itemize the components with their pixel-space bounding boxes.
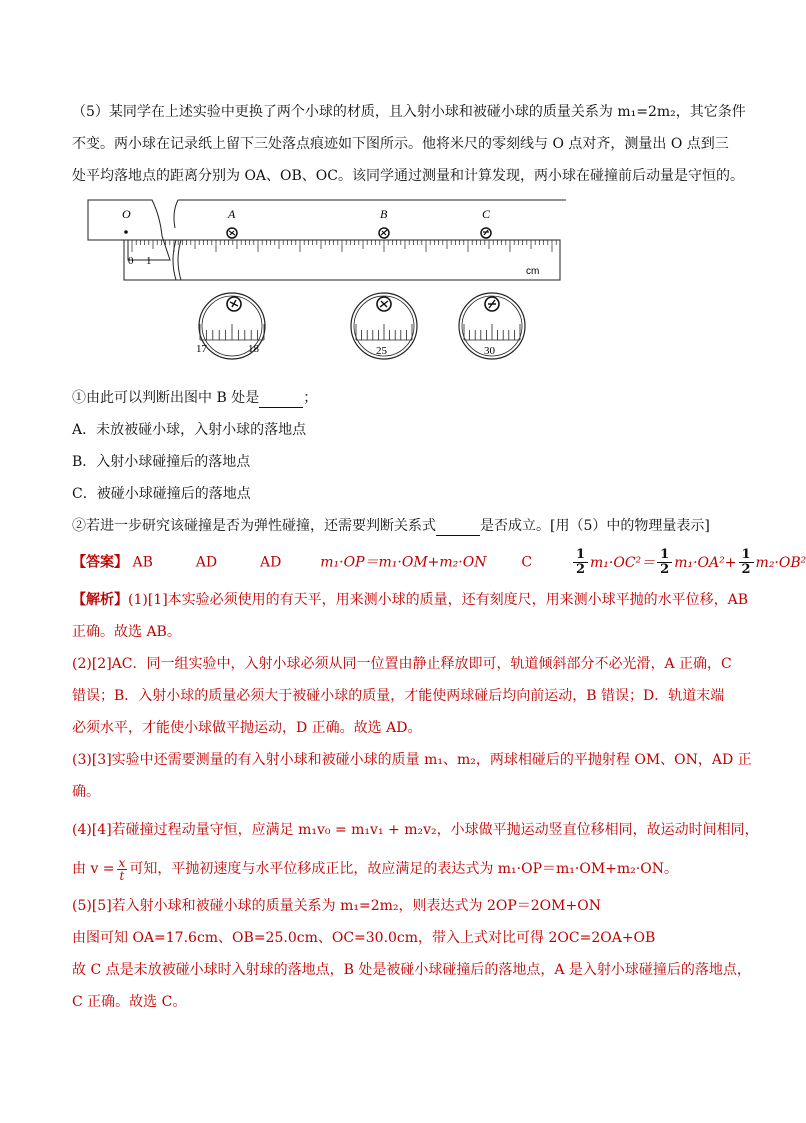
analysis-p4b-pre: 由 v =	[72, 861, 115, 877]
sub1-prompt-end: ；	[303, 390, 318, 406]
label-o: O	[122, 207, 131, 221]
sub1-blank[interactable]	[259, 393, 303, 408]
magnifier-1	[196, 293, 265, 359]
analysis-p2b: 错误；B．入射小球的质量必须大于被碰小球的质量，才能使两球碰后均向前运动，B 错误；D．轨道末端	[72, 688, 725, 704]
mag1-left-label: 17	[196, 343, 207, 355]
analysis-p5a: (5)[5]若入射小球和被碰小球的质量关系为 m₁=2m₂，则表达式为 2OP＝2OM+ON	[72, 898, 601, 914]
sub2-blank[interactable]	[436, 521, 480, 536]
analysis-p3a: (3)[3]实验中还需要测量的有入射小球和被碰小球的质量 m₁、m₂，两球相碰后的平抛射程 OM、ON，AD 正	[72, 752, 752, 768]
analysis-p1a	[72, 590, 749, 610]
answer-1: AB	[132, 554, 153, 571]
q5-line-1: （5）某同学在上述实验中更换了两个小球的材质，且入射小球和被碰小球的质量关系为 m₁=2m₂，其它条件	[72, 104, 746, 120]
mag2-label: 25	[376, 345, 387, 357]
analysis-p4b	[72, 856, 728, 882]
ruler-ticks	[132, 240, 556, 252]
sub2-prompt-end: 是否成立。[用（5）中的物理量表示]	[480, 518, 710, 534]
answer-3: AD	[260, 554, 282, 571]
analysis-p5d: C 正确。故选 C。	[72, 994, 187, 1010]
sub2-prompt-text: ②若进一步研究该碰撞是否为弹性碰撞，还需要判断关系式	[72, 518, 436, 534]
answer-6-frac-1: $\frac{1}{2}$	[573, 548, 588, 577]
analysis-p2c: 必须水平，才能使小球做平抛运动，D 正确。故选 AD。	[72, 720, 422, 736]
magnifier-ticks	[464, 324, 520, 340]
analysis-p1b: 正确。故选 AB。	[72, 624, 181, 640]
analysis-p4b-post: 可知，平抛初速度与水平位移成正比，故应满足的表达式为 m₁·OP＝m₁·OM+m₂·ON。	[129, 861, 678, 877]
answer-4: m₁·OP＝m₁·OM+m₂·ON	[320, 554, 487, 571]
magnifier-ticks	[200, 324, 264, 340]
answer-tag: 【答案】	[72, 554, 128, 571]
answer-5: C	[521, 554, 533, 571]
magnifier-2	[351, 293, 417, 359]
sub1-prompt-text: ①由此可以判断出图中 B 处是	[72, 390, 260, 406]
ruler-figure	[80, 196, 580, 366]
answer-6	[571, 547, 806, 577]
mark-c-scribble	[483, 230, 489, 235]
unit-label: cm	[526, 266, 540, 277]
point-o	[124, 230, 128, 234]
velocity-fraction: $\frac{x}{t}$	[118, 855, 126, 883]
sub1-prompt	[72, 388, 728, 408]
analysis-tag: 【解析】	[72, 592, 128, 608]
label-b: B	[380, 207, 388, 221]
answer-line	[72, 547, 806, 577]
analysis-p2a: (2)[2]AC．同一组实验中，入射小球必须从同一位置由静止释放即可，轨道倾斜部分不必光滑，A 正确，C	[72, 656, 732, 672]
tick-label-0: 0	[128, 255, 134, 267]
analysis-p5c: 故 C 点是未放被碰小球时入射球的落地点，B 处是被碰小球碰撞后的落地点，A 是入射小球碰撞后的落地点，	[72, 962, 751, 978]
answer-6-frac-2: $\frac{1}{2}$	[657, 548, 672, 577]
sub1-option-c: C．被碰小球碰撞后的落地点	[72, 486, 251, 502]
mag3-label: 30	[484, 345, 495, 357]
label-c: C	[482, 207, 491, 221]
analysis-p1a-text: (1)[1]本实验必须使用的有天平，用来测小球的质量，还有刻度尺，用来测小球平抛的水平位移，AB	[128, 592, 749, 608]
mark-a-scribble	[229, 231, 235, 235]
answer-6-frac-3: $\frac{1}{2}$	[739, 548, 754, 577]
answer-6-term-1: m₁·OC²＝	[590, 554, 656, 571]
mark-b-scribble	[381, 230, 387, 235]
tick-label-1: 1	[146, 255, 152, 267]
analysis-p3b: 确。	[72, 784, 100, 800]
magnifier-ticks	[356, 324, 412, 340]
analysis-p4a: (4)[4]若碰撞过程动量守恒，应满足 m₁v₀ = m₁v₁ + m₂v₂，小球做平抛运动竖直位移相同，故运动时间相同，	[72, 822, 759, 838]
q5-line-3: 处平均落地点的距离分别为 OA、OB、OC。该同学通过测量和计算发现，两小球在碰撞前后动量是守恒的。	[72, 168, 744, 184]
label-a: A	[228, 207, 236, 221]
q5-line-2: 不变。两小球在记录纸上留下三处落点痕迹如下图所示。他将米尺的零刻线与 O 点对齐，测量出 O 点到三	[72, 136, 729, 152]
answer-6-term-2: m₁·OA²+	[674, 554, 737, 571]
analysis-p5b: 由图可知 OA=17.6cm、OB=25.0cm、OC=30.0cm，带入上式对比可得 2OC=2OA+OB	[72, 930, 656, 946]
mag1-right-label: 18	[248, 343, 259, 355]
answer-2: AD	[195, 554, 218, 571]
sub1-option-a: A．未放被碰小球，入射小球的落地点	[72, 422, 307, 438]
answer-6-term-3: m₂·OB²	[755, 554, 806, 571]
magnifier-3	[459, 293, 525, 359]
sub1-option-b: B．入射小球碰撞后的落地点	[72, 454, 251, 470]
sub2-prompt	[72, 516, 728, 536]
